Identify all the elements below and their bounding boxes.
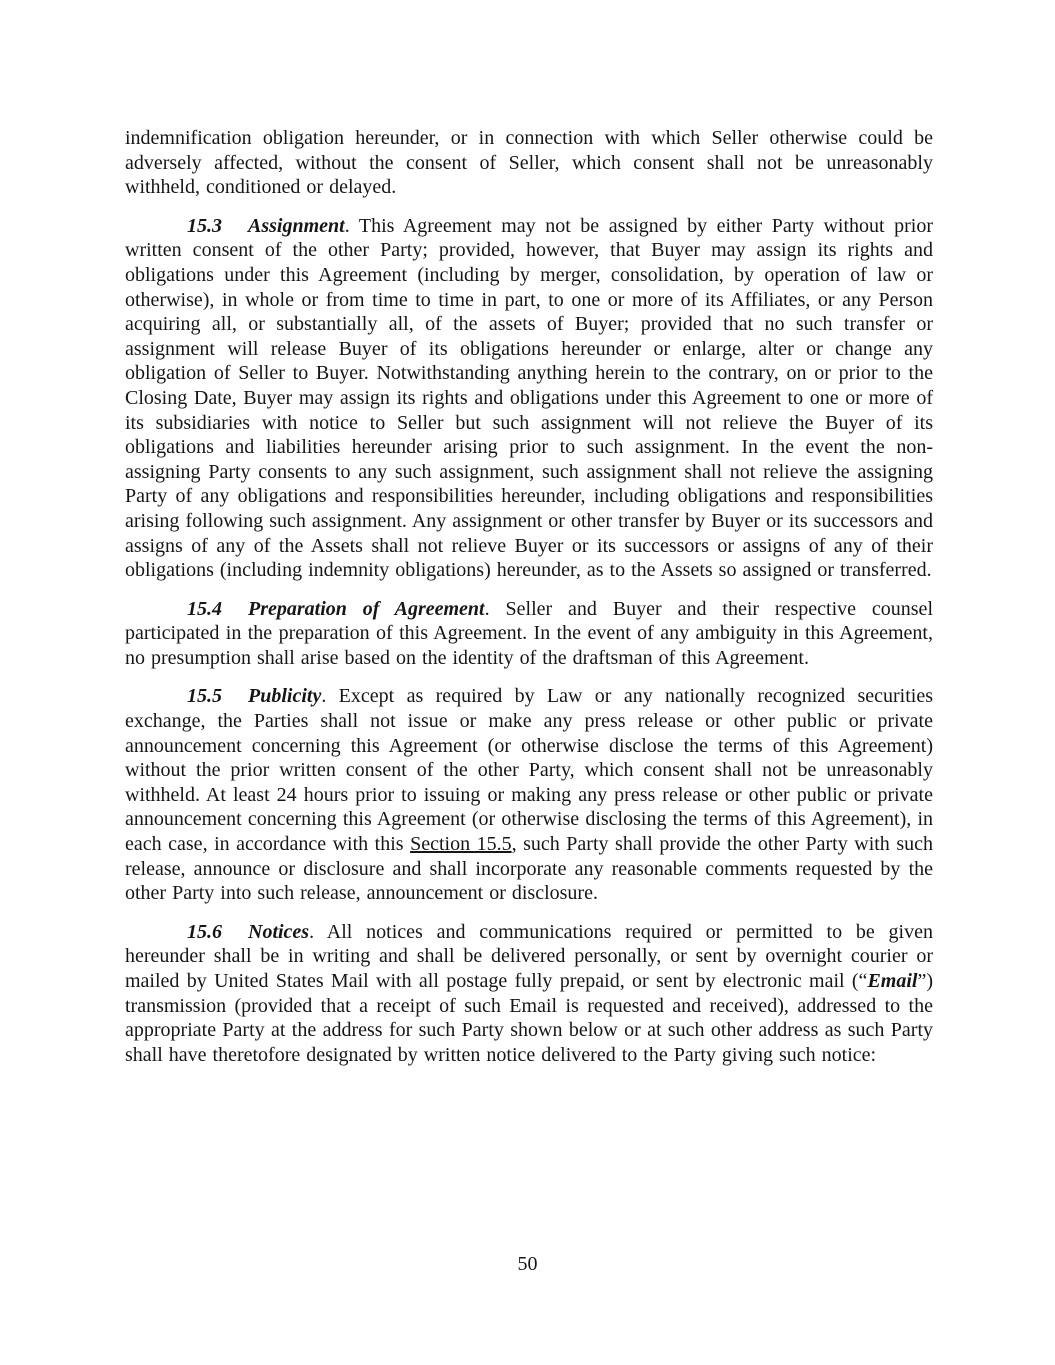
section-15-6-notices (125, 920, 933, 1068)
section-15-5-body-after-ref: , such Party shall provide the other Party with such release, announce or disclosure and shall incorporate any reasonable comments requested by the other Party into such release, announcement or disclosure. (125, 833, 933, 905)
section-15-3-assignment (125, 214, 933, 583)
section-15-6-body-before-term: . All notices and communications required or permitted to be given hereunder shall be in writing and shall be delivered personally, or sent by overnight courier or mailed by United States Mail with all postage fully prepaid, or sent by electronic mail (“ (125, 920, 933, 992)
section-15-4-body: . Seller and Buyer and their respective counsel participated in the preparation of this Agreement. In the event of any ambiguity in this Agreement, no presumption shall arise based on the identity of the draftsman of this Agreement. (125, 597, 933, 669)
paragraph-indemnification-continuation: indemnification obligation hereunder, or in connection with which Seller otherwise could be adversely affected, without the consent of Seller, which consent shall not be unreasonably withheld, conditioned or delayed. (125, 127, 933, 199)
email-defined-term: Email (867, 970, 918, 992)
section-15-5-publicity (125, 684, 933, 905)
section-15-3-body: . This Agreement may not be assigned by either Party without prior written consent of the other Party; provided, however, that Buyer may assign its rights and obligations under this Agreement (including by merger, consolidation, by operation of law or otherwise), in whole or from time to time in part, to one or more of its Affiliates, or any Person acquiring all, or substantially all, of the assets of Buyer; provided that no such transfer or assignment will release Buyer of its obligations hereunder or enlarge, alter or change any obligation of Seller to Buyer. Notwithstanding anything herein to the contrary, on or prior to the Closing Date, Buyer may assign its rights and obligations under this Agreement to one or more of its subsidiaries with notice to Seller but such assignment will not relieve the Buyer of its obligations and liabilities hereunder arising prior to such assignment. In the event the non-assigning Party consents to any such assignment, such assignment shall not relieve the assigning Party of any obligations and responsibilities hereunder, including obligations and responsibilities arising following such assignment. Any assignment or other transfer by Buyer or its successors and assigns of any of the Assets shall not relieve Buyer or its successors or assigns of any of their obligations (including indemnity obligations) hereunder, as to the Assets so assigned or transferred. (125, 214, 933, 582)
page-number: 50 (517, 1253, 538, 1275)
section-15-3-title: Assignment (248, 214, 345, 237)
section-15-6-title: Notices (248, 920, 310, 943)
document-body (125, 126, 933, 1081)
section-15-5-number: 15.5 (187, 685, 222, 708)
section-15-5-body-before-ref: . Except as required by Law or any nationally recognized securities exchange, the Parties shall not issue or make any press release or other public or private announcement concerning this Agreement (or otherwise disclose the terms of this Agreement) without the prior written consent of the other Party, which consent shall not be unreasonably withheld. At least 24 hours prior to issuing or making any press release or other public or private announcement concerning this Agreement (or otherwise disclosing the terms of this Agreement), in each case, in accordance with this (125, 685, 933, 856)
section-15-3-number: 15.3 (187, 214, 222, 237)
section-15-4-number: 15.4 (187, 597, 222, 620)
section-15-5-cross-reference: Section 15.5 (410, 833, 512, 856)
section-15-6-body-after-term: ”) transmission (provided that a receipt of such Email is requested and received), addressed to the appropriate Party at the address for such Party shown below or at such other address as such Party shall have theretofore designated by written notice delivered to the Party giving such notice: (125, 970, 933, 1066)
section-15-6-number: 15.6 (187, 920, 222, 943)
section-15-4-preparation-of-agreement (125, 597, 933, 671)
section-15-4-title: Preparation of Agreement (248, 597, 485, 620)
section-15-5-title: Publicity (248, 685, 322, 708)
